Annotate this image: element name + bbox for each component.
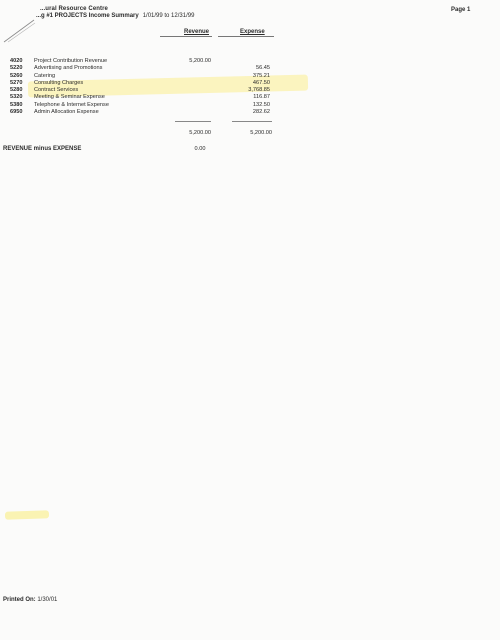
account-code: 6950	[10, 109, 23, 116]
table-row	[10, 65, 290, 72]
revenue-amount: 5,200.00	[189, 58, 211, 64]
expense-amount: 116.87	[253, 94, 270, 101]
expense-amount: 375.21	[252, 72, 270, 79]
account-code: 5220	[10, 65, 23, 72]
highlighter-mark-bottom	[5, 510, 49, 520]
table-row	[10, 102, 290, 109]
account-code: 5320	[10, 94, 23, 101]
net-value: 0.00	[194, 146, 206, 152]
table-row	[10, 109, 290, 116]
organization-name: ...ural Resource Centre	[40, 6, 108, 12]
table-row	[10, 58, 290, 65]
account-description: Project Contribution Revenue	[34, 58, 108, 64]
revenue-header-rule	[160, 36, 212, 37]
account-description: Catering	[34, 72, 56, 79]
expense-amount: 467.50	[252, 79, 270, 86]
revenue-sum-rule	[175, 121, 211, 122]
account-description: Admin Allocation Expense	[34, 109, 99, 116]
table-row	[10, 87, 290, 94]
account-description: Telephone & Internet Expense	[34, 101, 109, 108]
printed-label: Printed On:	[3, 597, 36, 603]
revenue-total: 5,200.00	[189, 130, 211, 136]
expense-amount: 132.50	[252, 101, 270, 108]
account-code: 4020	[10, 58, 23, 64]
printed-on	[3, 597, 57, 603]
table-row	[10, 80, 290, 87]
account-description: Contract Services	[34, 87, 79, 94]
revenue-column-header: Revenue	[184, 29, 210, 35]
expense-column-header: Expense	[240, 29, 265, 35]
account-description: Meeting & Seminar Expense	[34, 94, 105, 101]
net-label: REVENUE minus EXPENSE	[3, 146, 82, 152]
expense-amount: 56.45	[256, 65, 270, 72]
expense-total: 5,200.00	[250, 130, 272, 136]
report-title-text: ...g #1 PROJECTS Income Summary	[36, 13, 139, 19]
account-description: Advertising and Promotions	[34, 65, 103, 72]
date-range: 1/01/99 to 12/31/99	[142, 13, 195, 19]
account-code: 5280	[10, 87, 23, 94]
expense-sum-rule	[232, 121, 272, 122]
account-code: 5270	[10, 79, 23, 86]
expense-amount: 282.62	[252, 109, 270, 116]
pen-stroke-mark	[2, 18, 36, 44]
table-row	[10, 73, 290, 80]
expense-header-rule	[218, 36, 274, 37]
account-code: 5260	[10, 72, 23, 79]
report-title	[36, 13, 194, 19]
account-code: 5380	[10, 101, 23, 108]
page-number: Page 1	[451, 7, 471, 13]
table-row	[10, 94, 290, 101]
account-rows	[10, 58, 290, 116]
account-description: Consulting Charges	[34, 79, 84, 86]
printed-date: 1/30/01	[37, 597, 58, 603]
expense-amount: 3,768.85	[248, 87, 270, 94]
